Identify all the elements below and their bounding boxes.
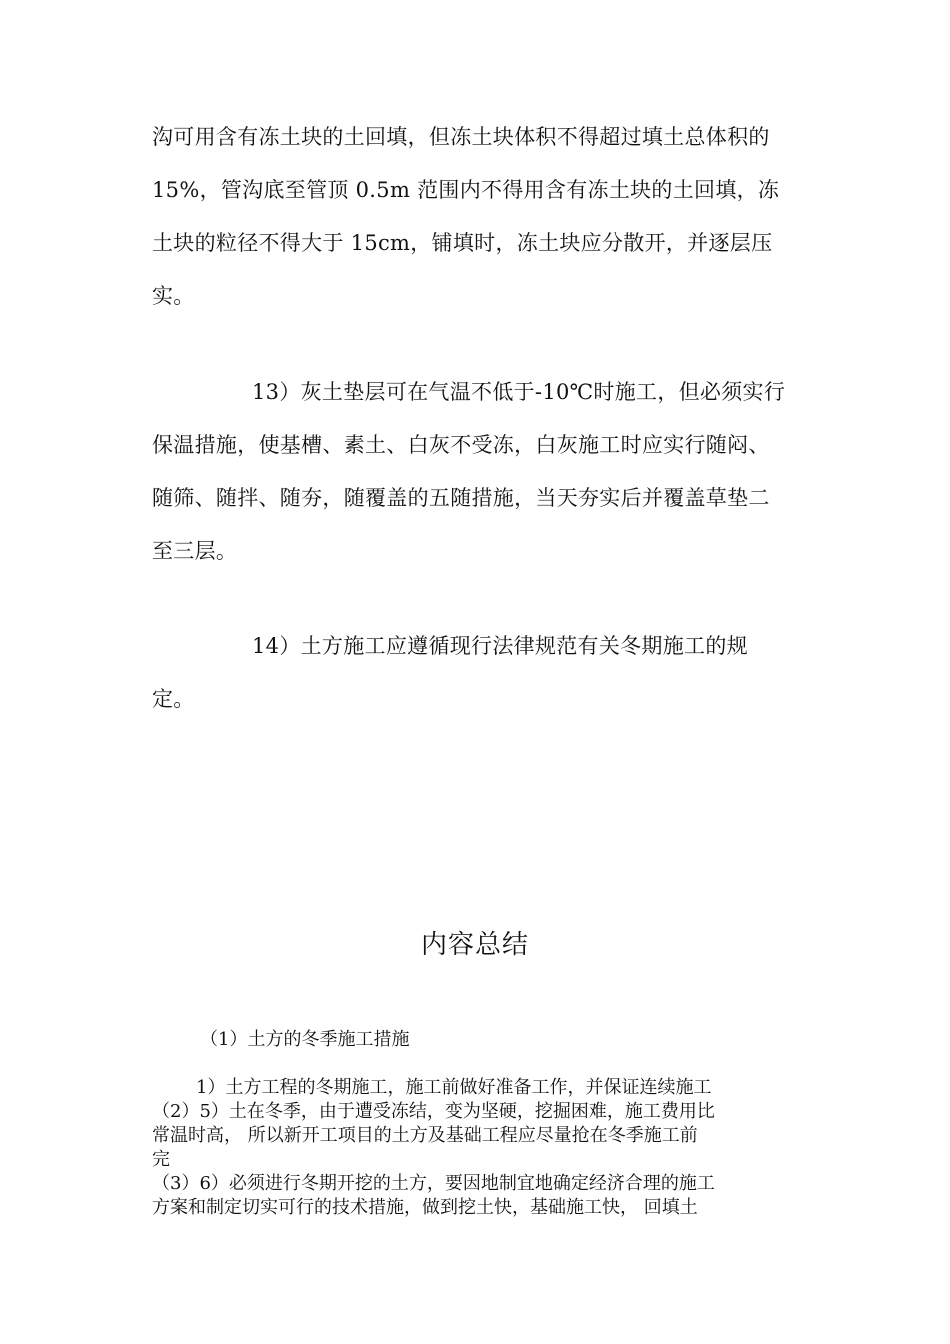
summary-title: 内容总结: [420, 930, 529, 960]
text-line: 至三层。: [152, 539, 238, 563]
summary-line: （2）5）土在冬季，由于遭受冻结，变为坚硬，挖掘困难，施工费用比: [152, 1101, 715, 1122]
text-line: 14）土方施工应遵循现行法律规范有关冬期施工的规: [252, 634, 748, 658]
text-line: 土块的粒径不得大于 15cm，铺填时，冻土块应分散开，并逐层压: [152, 231, 773, 255]
summary-line: 1）土方工程的冬期施工，施工前做好准备工作，并保证连续施工: [196, 1077, 712, 1098]
text-line: 13）灰土垫层可在气温不低于-10℃时施工，但必须实行: [252, 380, 786, 404]
text-line: 15%，管沟底至管顶 0.5m 范围内不得用含有冻土块的土回填，冻: [152, 178, 780, 202]
text-line: 保温措施，使基槽、素土、白灰不受冻，白灰施工时应实行随闷、: [152, 433, 770, 457]
text-line: 定。: [152, 687, 195, 711]
summary-line: 方案和制定切实可行的技术措施，做到挖土快，基础施工快， 回填土: [152, 1197, 698, 1218]
text-line: 沟可用含有冻土块的土回填，但冻土块体积不得超过填土总体积的: [152, 125, 770, 149]
summary-line: 常温时高， 所以新开工项目的土方及基础工程应尽量抢在冬季施工前: [152, 1125, 698, 1146]
summary-heading: （1）土方的冬季施工措施: [200, 1029, 410, 1050]
text-line: 实。: [152, 284, 195, 308]
text-line: 随筛、随拌、随夯，随覆盖的五随措施，当天夯实后并覆盖草垫二: [152, 486, 770, 510]
summary-line: 完: [152, 1149, 170, 1170]
summary-line: （3）6）必须进行冬期开挖的土方，要因地制宜地确定经济合理的施工: [152, 1173, 715, 1194]
